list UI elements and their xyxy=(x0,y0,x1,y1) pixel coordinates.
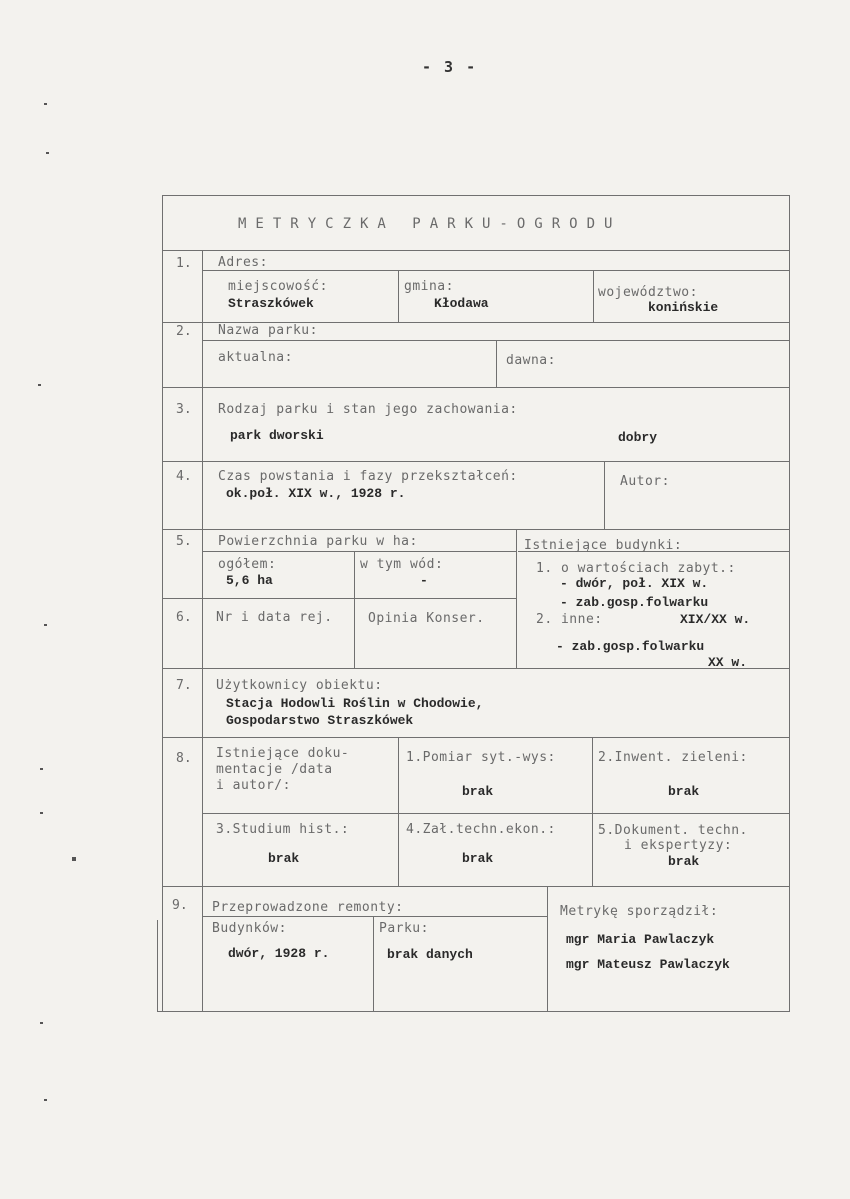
total-area-value: 5,6 ha xyxy=(226,573,273,588)
tech-docs-label-1: 5.Dokument. techn. xyxy=(598,823,748,838)
park-renovation-value: brak danych xyxy=(387,947,473,962)
commune-label: gmina: xyxy=(404,279,454,294)
margin-speck xyxy=(72,857,76,861)
documentation-label-2: mentacje /data xyxy=(216,762,333,777)
renovations-label: Przeprowadzone remonty: xyxy=(212,900,404,915)
tech-econ-label: 4.Zał.techn.ekon.: xyxy=(406,822,556,837)
voivodeship-value: konińskie xyxy=(648,300,719,315)
margin-speck xyxy=(44,103,47,105)
buildings-label: Istniejące budynki: xyxy=(524,538,683,553)
margin-speck xyxy=(44,624,47,626)
preservation-value: dobry xyxy=(618,430,658,445)
margin-speck xyxy=(40,768,43,770)
section-8-number: 8. xyxy=(176,751,192,766)
section-5-number: 5. xyxy=(176,534,192,549)
buildings-renovation-value: dwór, 1928 r. xyxy=(228,946,330,961)
section-6-number: 6. xyxy=(176,610,192,625)
margin-speck xyxy=(46,152,49,154)
tech-docs-value: brak xyxy=(668,854,700,869)
conservator-opinion-label: Opinia Konser. xyxy=(368,611,485,626)
prepared-by-2: mgr Mateusz Pawlaczyk xyxy=(566,957,730,972)
heritage-building-2-date: XIX/XX w. xyxy=(680,612,751,627)
heritage-buildings-label: 1. o wartościach zabyt.: xyxy=(536,561,736,576)
historical-study-label: 3.Studium hist.: xyxy=(216,822,350,837)
margin-speck xyxy=(44,1099,47,1101)
commune-value: Kłodawa xyxy=(434,296,489,311)
users-line-2: Gospodarstwo Straszkówek xyxy=(226,713,414,728)
registry-label: Nr i data rej. xyxy=(216,610,333,625)
section-4-number: 4. xyxy=(176,469,192,484)
other-building-1-date: XX w. xyxy=(708,655,748,670)
greenery-inventory-label: 2.Inwent. zieleni: xyxy=(598,750,748,765)
park-name-label: Nazwa parku: xyxy=(218,323,318,338)
margin-speck xyxy=(40,1022,43,1024)
documentation-label-1: Istniejące doku- xyxy=(216,746,350,761)
other-buildings-label: 2. inne: xyxy=(536,612,603,627)
address-label: Adres: xyxy=(218,255,268,270)
form-title: METRYCZKA PARKU-OGRODU xyxy=(238,216,622,232)
documentation-label-3: i autor/: xyxy=(216,778,291,793)
voivodeship-label: województwo: xyxy=(598,285,698,300)
creation-time-label: Czas powstania i fazy przekształceń: xyxy=(218,469,518,484)
locality-label: miejscowość: xyxy=(228,279,328,294)
page-number: - 3 - xyxy=(422,58,478,76)
section-3-number: 3. xyxy=(176,402,192,417)
heritage-building-1: - dwór, poł. XIX w. xyxy=(560,576,709,591)
prepared-by-label: Metrykę sporządził: xyxy=(560,904,719,919)
section-2-number: 2. xyxy=(176,324,192,339)
section-9-number: 9. xyxy=(172,898,188,913)
current-name-label: aktualna: xyxy=(218,350,293,365)
users-line-1: Stacja Hodowli Roślin w Chodowie, xyxy=(226,696,484,711)
locality-value: Straszkówek xyxy=(228,296,314,311)
margin-speck xyxy=(38,384,41,386)
water-area-value: - xyxy=(420,573,428,588)
heritage-building-2: - zab.gosp.folwarku xyxy=(560,595,709,610)
users-label: Użytkownicy obiektu: xyxy=(216,678,383,693)
survey-value: brak xyxy=(462,784,494,799)
tech-econ-value: brak xyxy=(462,851,494,866)
park-type-label: Rodzaj parku i stan jego zachowania: xyxy=(218,402,518,417)
margin-speck xyxy=(40,812,43,814)
area-label: Powierzchnia parku w ha: xyxy=(218,534,418,549)
survey-label: 1.Pomiar syt.-wys: xyxy=(406,750,556,765)
creation-time-value: ok.poł. XIX w., 1928 r. xyxy=(226,486,406,501)
park-type-value: park dworski xyxy=(230,428,324,443)
tech-docs-label-2: i ekspertyzy: xyxy=(624,838,733,853)
historical-study-value: brak xyxy=(268,851,300,866)
section-7-number: 7. xyxy=(176,678,192,693)
water-area-label: w tym wód: xyxy=(360,557,444,572)
author-label: Autor: xyxy=(620,474,670,489)
greenery-inventory-value: brak xyxy=(668,784,700,799)
prepared-by-1: mgr Maria Pawlaczyk xyxy=(566,932,715,947)
park-renovation-label: Parku: xyxy=(379,921,429,936)
section-1-number: 1. xyxy=(176,256,192,271)
buildings-renovation-label: Budynków: xyxy=(212,921,287,936)
other-building-1: - zab.gosp.folwarku xyxy=(556,639,705,654)
former-name-label: dawna: xyxy=(506,353,556,368)
total-area-label: ogółem: xyxy=(218,557,277,572)
